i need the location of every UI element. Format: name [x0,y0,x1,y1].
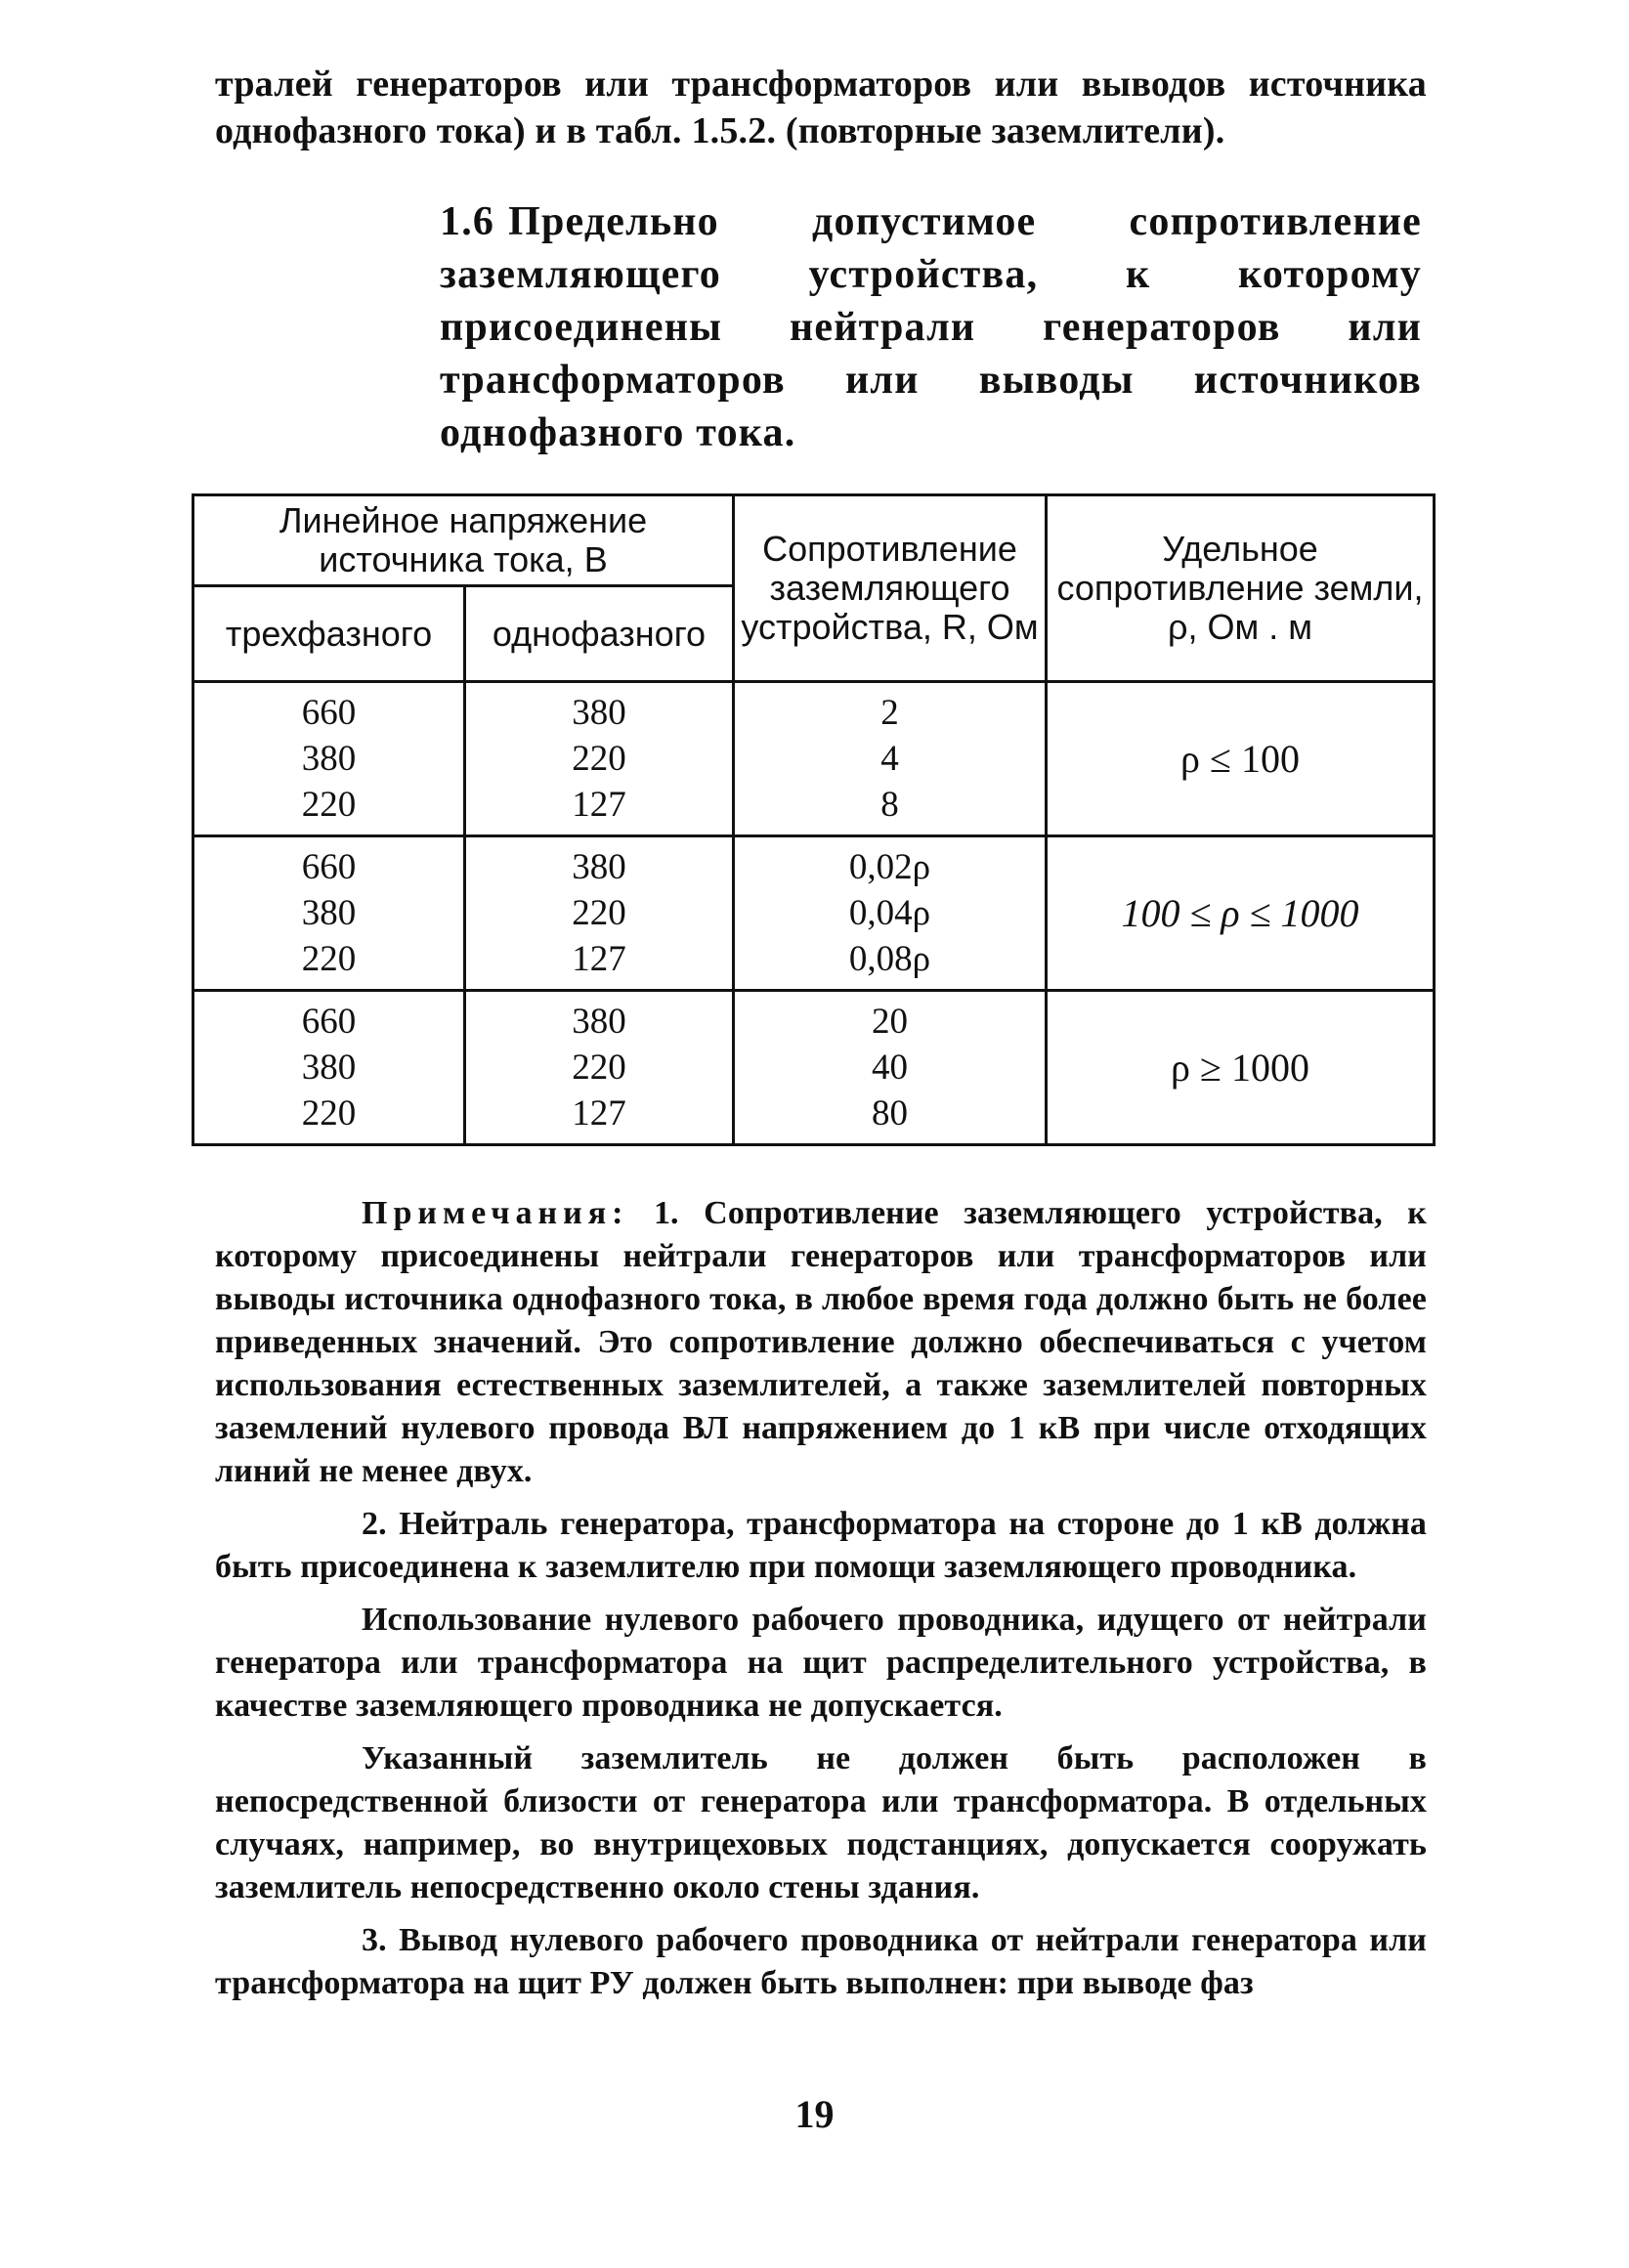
note-2c: Указанный заземлитель не должен быть расположен в непосредственной близости от генератора или трансформатора. В отдельных случаях, например, во внутрицеховых подстанциях, допускается сооружать заземлитель непосредственно около стены здания. [215,1740,1427,1905]
notes-section [215,1192,1427,2015]
cell-value: 220 [572,893,626,933]
note-2b: Использование нулевого рабочего проводника, идущего от нейтрали генератора или трансформатора на щит распределительного устройства, в качестве заземляющего проводника не допускается. [215,1602,1427,1724]
cell-value: 80 [872,1093,908,1134]
cell-value: 8 [880,785,899,825]
notes-label: Примечания: [362,1195,629,1231]
cell-value: 660 [301,847,357,887]
cell-value: 40 [872,1048,908,1088]
cell-value: 220 [301,785,357,825]
resistance-table [192,493,1436,1146]
note-1 [215,1192,1427,1493]
cell-value: 0,04ρ [848,893,931,933]
cell-value: 660 [301,1002,357,1042]
header-three-phase: трехфазного [193,586,465,682]
cell-value: 380 [572,693,626,733]
section-title: Предельно допустимое сопротивление заземляющего устройства, к которому присоединены нейтрали генераторов или трансформаторов или выводы источников однофазного тока. [440,199,1422,455]
three-phase-cell [193,682,465,836]
cell-value: 127 [572,1093,626,1134]
cell-value: 220 [301,939,357,979]
note-3: 3. Вывод нулевого рабочего проводника от нейтрали генератора или трансформатора на щит РУ должен быть выполнен: при выводе фаз [215,1922,1427,2001]
resistivity-cell: ρ ≤ 100 [1047,682,1435,836]
resistance-cell [734,682,1047,836]
intro-paragraph [215,61,1427,154]
three-phase-cell [193,836,465,991]
cell-value: 127 [572,785,626,825]
cell-value: 380 [572,1002,626,1042]
cell-value: 380 [301,1048,357,1088]
resistivity-cell: ρ ≥ 1000 [1047,991,1435,1145]
resistance-cell [734,991,1047,1145]
cell-value: 380 [301,739,357,779]
resistivity-cell: 100 ≤ ρ ≤ 1000 [1047,836,1435,991]
table-row [193,991,1435,1145]
section-heading [440,195,1422,459]
cell-value: 4 [880,739,899,779]
page-number: 19 [794,2092,835,2136]
cell-value: 0,02ρ [848,847,931,887]
single-phase-cell [465,991,734,1145]
cell-value: 220 [301,1093,357,1134]
table-row [193,682,1435,836]
note-2: 2. Нейтраль генератора, трансформатора на стороне до 1 кВ должна быть присоединена к заземлителю при помощи заземляющего проводника. [215,1506,1427,1585]
table-row [193,836,1435,991]
section-number: 1.6 [440,199,495,244]
cell-value: 660 [301,693,357,733]
cell-value: 2 [880,693,899,733]
intro-text: тралей генераторов или трансформаторов или выводов источника однофазного тока) и в табл. 1.5.2. (повторные заземлители). [215,64,1427,151]
cell-value: 127 [572,939,626,979]
resistance-table-container [192,493,1433,1146]
single-phase-cell [465,836,734,991]
cell-value: 380 [572,847,626,887]
header-resistivity: Удельное сопротивление земли, ρ, Ом . м [1047,495,1435,682]
header-voltage-group: Линейное напряжение источника тока, В [193,495,734,586]
header-single-phase: однофазного [465,586,734,682]
cell-value: 220 [572,1048,626,1088]
three-phase-cell [193,991,465,1145]
cell-value: 380 [301,893,357,933]
resistance-cell [734,836,1047,991]
note-1-text: 1. Сопротивление заземляющего устройства, к которому присоединены нейтрали генераторов или трансформаторов или выводы источника однофазного тока, в любое время года должно быть не более приведенных значений. Это сопротивление должно обеспечиваться с учетом использования естественных заземлителей, а также заземлителей повторных заземлений нулевого провода ВЛ напряжением до 1 кВ при числе отходящих линий не менее двух. [215,1195,1427,1489]
cell-value: 20 [872,1002,908,1042]
cell-value: 0,08ρ [848,939,931,979]
single-phase-cell [465,682,734,836]
header-resistance: Сопротивление заземляющего устройства, R, Ом [734,495,1047,682]
cell-value: 220 [572,739,626,779]
